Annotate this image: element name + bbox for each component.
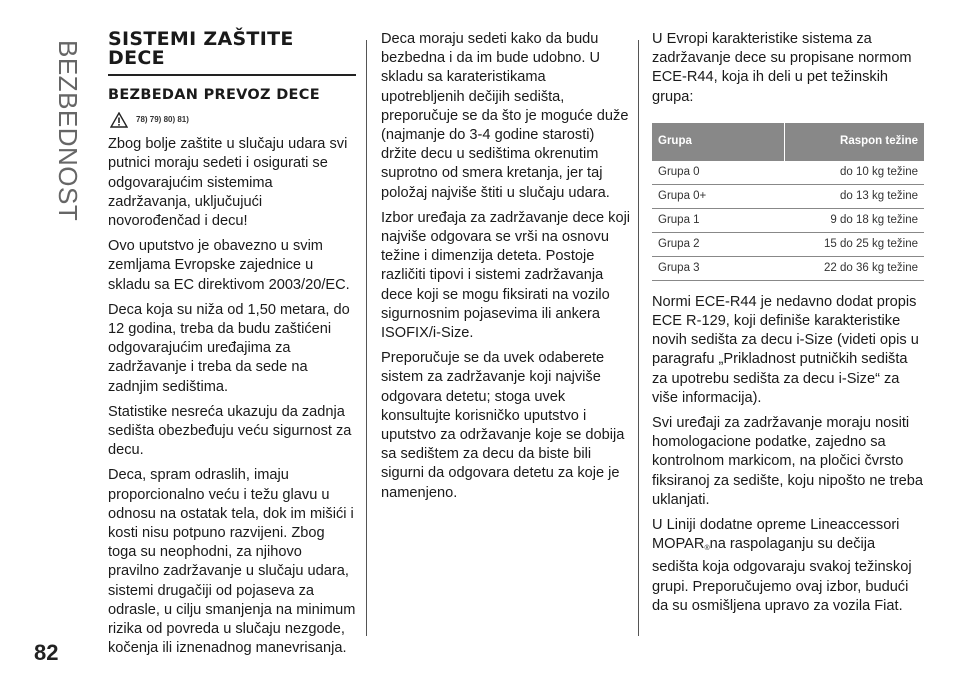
table-cell: do 10 kg težine — [785, 161, 925, 185]
subsection-title: BEZBEDAN PREVOZ DECE — [108, 87, 320, 103]
intro-paragraph: U Evropi karakteristike sistema za zadržavanje dece su propisane normom ECE-R44, koja ih deli u pet težinskih grupa: — [652, 31, 912, 105]
mopar-text-after: na raspolaganju su dečija sedišta koja odgovaraju svakoj težinskoj grupi. Preporučujemo ovaj izbor, budući da su osmišljena upravo za vozila Fiat. — [652, 536, 912, 614]
weight-group-table — [652, 123, 924, 281]
table-cell: Grupa 0+ — [652, 184, 785, 208]
paragraph: Izbor uređaja za zadržavanje dece koji najviše odgovara se vrši na osnovu težine i dimenzija deteta. Postoje različiti tipovi i sistemi zadržavanja dece koji se mogu fiksirati na vozilo sigurnosnim pojasevima ili ankera ISOFIX/i-Size. — [381, 209, 631, 342]
paragraph: Preporučuje se da uvek odaberete sistem za zadržavanje koji najviše odgovara detetu; stoga uvek konsultujte korisničko uputstvo i uputstvo za održavanje koje se dobija sa sedištem za decu da biste bili sigurni da odgovara detetu za koje je namenjeno. — [381, 350, 625, 501]
table-row — [652, 161, 924, 185]
table-header-cell: Raspon težine — [785, 123, 925, 161]
table-cell: 15 do 25 kg težine — [785, 232, 925, 256]
column-3 — [652, 30, 924, 622]
paragraph: Statistike nesreća ukazuju da zadnja sedišta obezbeđuju veću sigurnost za decu. — [108, 403, 352, 459]
paragraph: Deca moraju sedeti kako da budu bezbedna i da im bude udobno. U skladu sa karateristikama upotrebljenih dečijih sedišta, preporučuje se da što je moguće duže (najmanje do 3-4 godine starosti) držite decu u sedištima okrenutim suprotno od smera kretanja, jer taj položaj najviše štiti u slučaju udara. — [381, 31, 629, 201]
table-cell: Grupa 2 — [652, 232, 785, 256]
warning-refs: 78) 79) 80) 81) — [136, 115, 189, 124]
column-1 — [108, 30, 356, 664]
paragraph: Zbog bolje zaštite u slučaju udara svi putnici moraju sedeti i osigurati se odgovarajućim sistemima zadržavanja, uključujući novorođenčad i decu! — [108, 136, 348, 230]
page-number: 82 — [34, 640, 59, 665]
table-cell: Grupa 3 — [652, 256, 785, 280]
mopar-text-before: U Liniji dodatne opreme Lineaccessori MOPAR — [652, 517, 900, 553]
paragraph: Deca, spram odraslih, imaju proporcionalno veću i težu glavu u odnosu na ostatak tela, dok im mišići i kosti nisu potpuno razvijeni. Zbog toga su neophodni, za njihovo pravilno zadržavanje u slučaju udara, sistemi drugačiji od pojaseva za odrasle, u cilju smanjenja na minimum rizika od povreda u slučaju nezgode, kočenja ili iznenadnog manevrisanja. — [108, 467, 356, 657]
section-side-label: BEZBEDNOST — [53, 40, 83, 222]
paragraph: Deca koja su niža od 1,50 metara, do 12 godina, treba da budu zaštićeni odgovarajućim uređajima za zadržavanje i treba da sede na zadnjim sedištima. — [108, 301, 350, 395]
warning-reference — [110, 110, 356, 129]
table-cell: Grupa 1 — [652, 208, 785, 232]
table-row — [652, 256, 924, 280]
table-row — [652, 232, 924, 256]
column-2 — [381, 30, 631, 509]
table-row — [652, 184, 924, 208]
table-cell: Grupa 0 — [652, 161, 785, 185]
registered-mark: ® — [704, 545, 710, 553]
section-title: SISTEMI ZAŠTITE DECE — [108, 30, 356, 76]
table-header-row — [652, 123, 924, 161]
column-divider — [366, 40, 367, 636]
column-divider — [638, 40, 639, 636]
table-cell: 9 do 18 kg težine — [785, 208, 925, 232]
paragraph: Ovo uputstvo je obavezno u svim zemljama Evropske zajednice u skladu sa EC direktivom 2003/20/EC. — [108, 238, 350, 293]
table-cell: 22 do 36 kg težine — [785, 256, 925, 280]
paragraph: Normi ECE-R44 je nedavno dodat propis ECE R-129, koji definiše karakteristike novih sedišta za decu i-Size (videti opis u paragrafu „Prikladnost putničkih sedišta za upotrebu sedišta za decu i-Size“ za više informacija). — [652, 293, 919, 406]
warning-triangle-icon — [110, 112, 128, 128]
table-cell: do 13 kg težine — [785, 184, 925, 208]
table-header-cell: Grupa — [652, 123, 785, 161]
paragraph: Svi uređaji za zadržavanje moraju nositi homologacione podatke, zajedno sa kontrolnom markicom, na pločici čvrsto fiksiranoj za sedište, koju nipošto ne treba uklanjati. — [652, 415, 923, 508]
table-row — [652, 208, 924, 232]
mopar-paragraph — [652, 516, 924, 616]
